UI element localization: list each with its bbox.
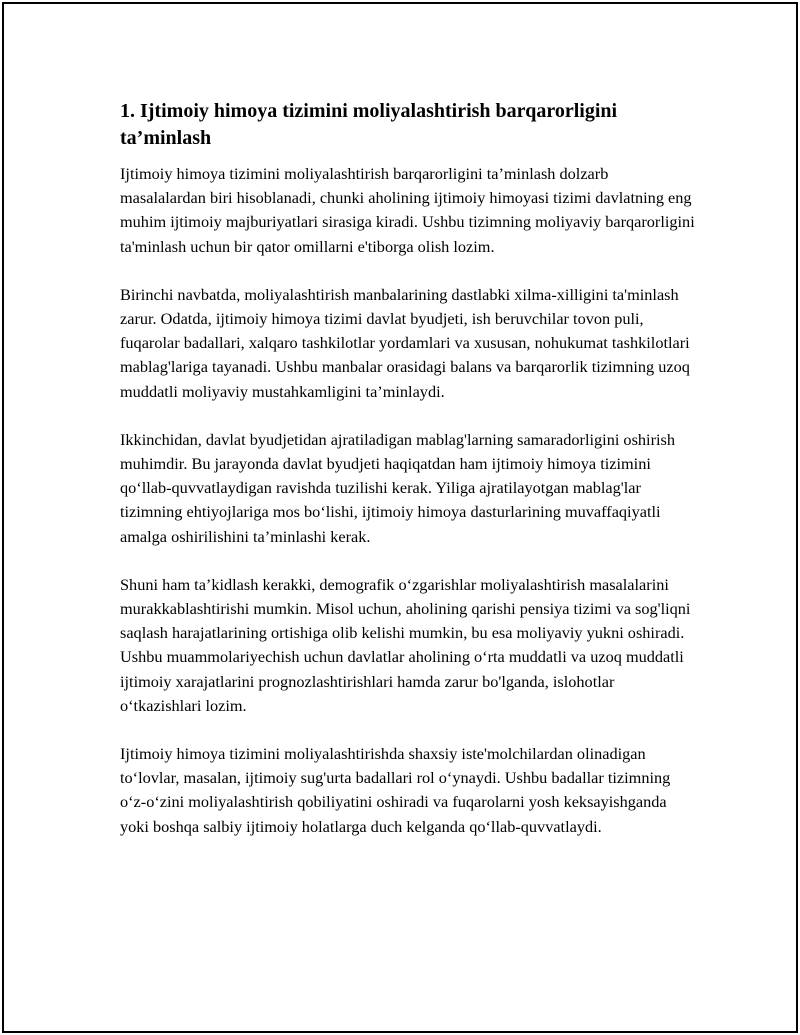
paragraph-2: Birinchi navbatda, moliyalashtirish manbalarining dastlabki xilma-xilligini ta'minlash zarur. Odatda, ijtimoiy himoya tizimi davlat byudjeti, ish beruvchilar tovon puli, fuqarolar badallari, xalqaro tashkilotlar yordamlari va xususan, nohukumat tashkilotlari mablag'lariga tayanadi. Ushbu manbalar orasidagi balans va barqarorlik tizimning uzoq muddatli moliyaviy mustahkamligini ta’minlaydi.	[120, 284, 690, 401]
document-body	[120, 98, 695, 863]
page-frame	[2, 2, 798, 1033]
paragraph-4: Shuni ham ta’kidlash kerakki, demografik o‘zgarishlar moliyalashtirish masalalarini murakkablashtirishi mumkin. Misol uchun, aholining qarishi pensiya tizimi va sog'liqni saqlash harajatlarining ortishiga olib kelishi mumkin, bu esa moliyaviy yukni oshiradi. Ushbu muammolariyechish uchun davlatlar aholining o‘rta muddatli va uzoq muddatli ijtimoiy xarajatlarini prognozlashtirishlari hamda zarur bo'lganda, islohotlar o‘tkazishlari lozim.	[120, 574, 691, 715]
section-heading: 1. Ijtimoiy himoya tizimini moliyalashtirish barqarorligini ta’minlash	[120, 100, 618, 149]
paragraph-3: Ikkinchidan, davlat byudjetidan ajratiladigan mablag'larning samaradorligini oshirish muhimdir. Bu jarayonda davlat byudjeti haqiqatdan ham ijtimoiy himoya tizimini qo‘llab-quvvatlaydigan ravishda tuzilishi kerak. Yiliga ajratilayotgan mablag'lar tizimning ehtiyojlariga mos bo‘lishi, ijtimoiy himoya dasturlarining muvaffaqiyatli amalga oshirilishini ta’minlashi kerak.	[120, 429, 675, 546]
paragraph-1: Ijtimoiy himoya tizimini moliyalashtirish barqarorligini ta’minlash dolzarb masalalardan biri hisoblanadi, chunki aholining ijtimoiy himoyasi tizimi davlatning eng muhim ijtimoiy majburiyatlari sirasiga kiradi. Ushbu tizimning moliyaviy barqarorligini ta'minlash uchun bir qator omillarni e'tiborga olish lozim.	[120, 164, 695, 256]
paragraph-5: Ijtimoiy himoya tizimini moliyalashtirishda shaxsiy iste'molchilardan olinadigan to‘lovlar, masalan, ijtimoiy sug'urta badallari rol o‘ynaydi. Ushbu badallar tizimning o‘z-o‘zini moliyalashtirish qobiliyatini oshiradi va fuqarolarni yosh keksayishganda yoki boshqa salbiy ijtimoiy holatlarga duch kelganda qo‘llab-quvvatlaydi.	[120, 744, 671, 836]
